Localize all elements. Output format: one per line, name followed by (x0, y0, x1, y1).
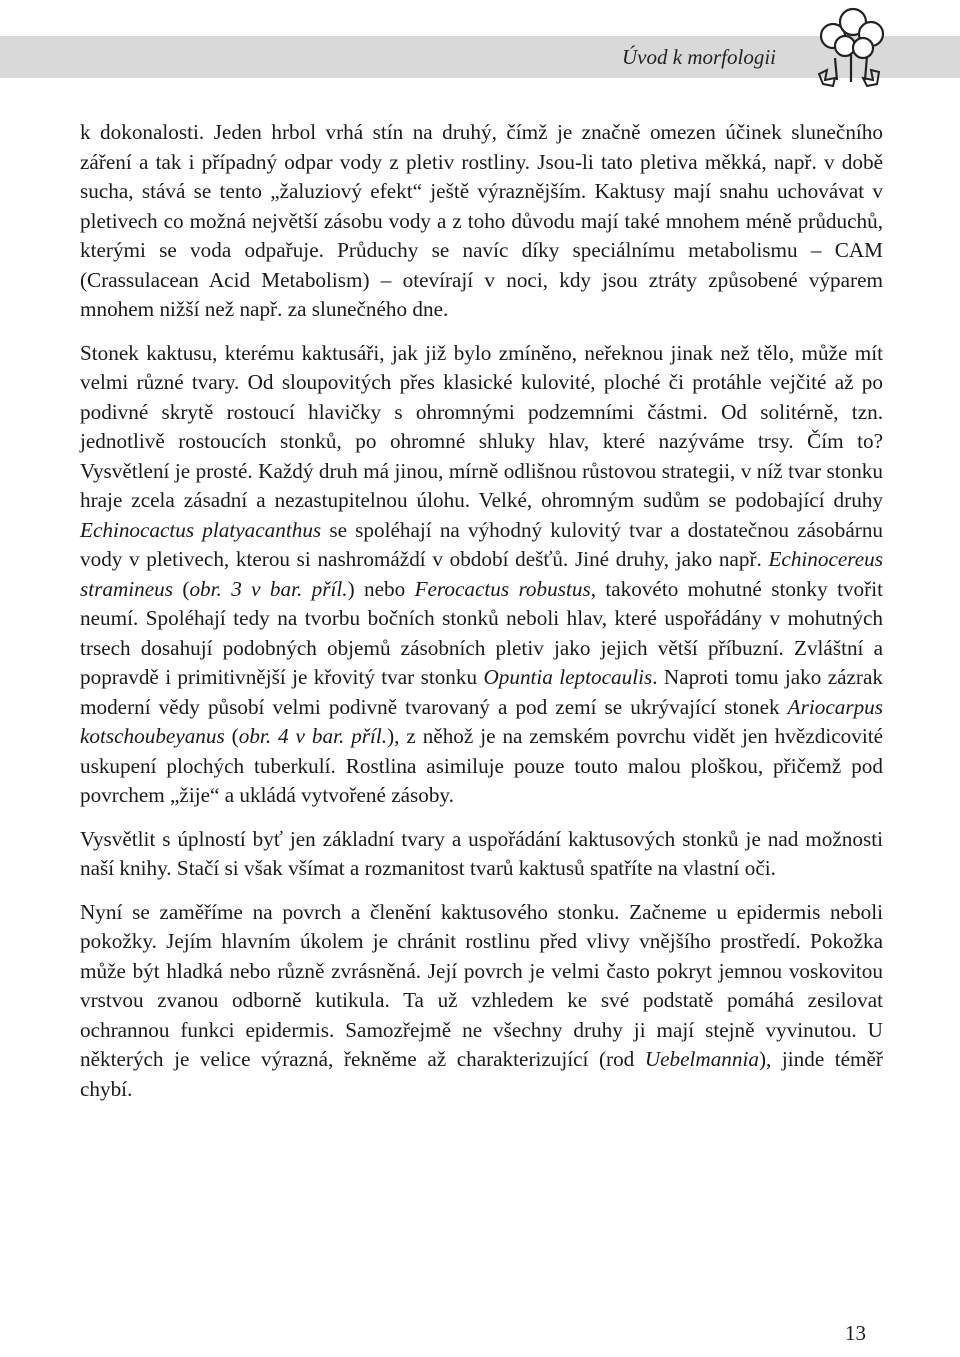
text-run: ( (224, 724, 239, 748)
italic-term: Echinocereus stramineus (80, 547, 883, 601)
tree-logo-icon (805, 0, 895, 92)
text-run: Vysvětlit s úplností byť jen základní tvary a uspořádání kaktusových stonků je nad možnosti naší knihy. Stačí si však všímat a rozmanitost tvarů kaktusů spatříte na vlastní oči. (80, 826, 883, 880)
body-text (80, 118, 883, 1104)
italic-term: obr. 4 v bar. příl. (238, 724, 388, 748)
italic-term: Uebelmannia (644, 1047, 759, 1071)
text-run: ( (173, 576, 190, 601)
italic-term: Ferocactus robustus (414, 576, 591, 601)
paragraph-4 (80, 898, 883, 1105)
running-header-title: Úvod k morfologii (622, 45, 776, 69)
italic-term: obr. 3 v bar. příl. (189, 576, 348, 601)
text-run: Nyní se zaměříme na povrch a členění kaktusového stonku. Začneme u epidermis neboli pokožky. Jejím hlavním úkolem je chránit rostlinu před vlivy vnějšího prostředí. Pokožka může být hladká nebo různě zvrásněná. Její povrch je velmi často pokryt jemnou voskovitou vrstvou zvanou odborně kutikula. Ta už vzhledem ke své podstatě pomáhá zesilovat ochrannou funkci epidermis. Samozřejmě ne všechny druhy ji mají stejně vyvinutou. U některých je velice výrazná, řekněme až charakterizující (rod (80, 899, 883, 1071)
text-run: ), z něhož je na zemském povrchu vidět jen hvězdicovité uskupení plochých tuberkulí. Rostlina asimiluje pouze touto malou ploškou, přičemž pod povrchem „žije“ a ukládá vytvořené zásoby. (80, 724, 883, 807)
paragraph-3 (80, 825, 883, 884)
text-run: . Naproti tomu jako zázrak moderní vědy působí velmi podivně tvarovaný a pod zemí se ukrývající stonek (80, 665, 883, 719)
paragraph-1 (80, 118, 883, 325)
page-number: 13 (845, 1321, 866, 1345)
paragraph-2 (80, 339, 883, 811)
italic-term: Echinocactus platyacanthus (80, 517, 322, 542)
text-run: , takovéto mohutné stonky tvořit neumí. Spoléhají tedy na tvorbu bočních stonků neboli hlav, které uspořádány v mohutných trsech dosahují podobných objemů zásobních pletiv jako jejich větší příbuzní. Zvláštní a popravdě i primitivnější je křovitý tvar stonku (80, 576, 883, 689)
text-run: ), jinde téměř chybí. (80, 1047, 883, 1101)
text-run: se spoléhají na výhodný kulovitý tvar a dostatečnou zásobárnu vody v pletivech, kterou si nashromáždí v období dešťů. Jiné druhy, jako např. (80, 517, 884, 571)
text-run: ) nebo (347, 576, 415, 601)
text-run: k dokonalosti. Jeden hrbol vrhá stín na druhý, čímž je značně omezen účinek slunečního záření a tak i případný odpar vody z pletiv rostliny. Jsou-li tato pletiva měkká, např. v době sucha, stává se tento „žaluziový efekt“ ještě výraznějším. Kaktusy mají snahu uchovávat v pletivech co možná největší zásobu vody a z toho důvodu mají také mnohem méně průduchů, kterými se voda odpařuje. Průduchy se navíc díky speciálnímu metabolismu – CAM (Crassulacean Acid Metabolism) – otevírají v noci, kdy jsou ztráty způsobené výparem mnohem nižší než např. za slunečného dne. (80, 120, 883, 321)
italic-term: Ariocarpus kotschoubeyanus (80, 694, 883, 748)
italic-term: Opuntia leptocaulis (483, 665, 653, 689)
text-run: Stonek kaktusu, kterému kaktusáři, jak již bylo zmíněno, neřeknou jinak než tělo, může mít velmi různé tvary. Od sloupovitých přes klasické kulovité, ploché či protáhle vejčité až po podivné skrytě rostoucí hlavičky s ohromnými podzemními částmi. Od solitérně, tzn. jednotlivě rostoucích stonků, po ohromné shluky hlav, které nazýváme trsy. Čím to? Vysvětlení je prosté. Každý druh má jinou, mírně odlišnou růstovou strategii, v níž tvar stonku hraje zcela zásadní a nezastupitelnou úlohu. Velké, ohromným sudům se podobající druhy (80, 340, 883, 512)
